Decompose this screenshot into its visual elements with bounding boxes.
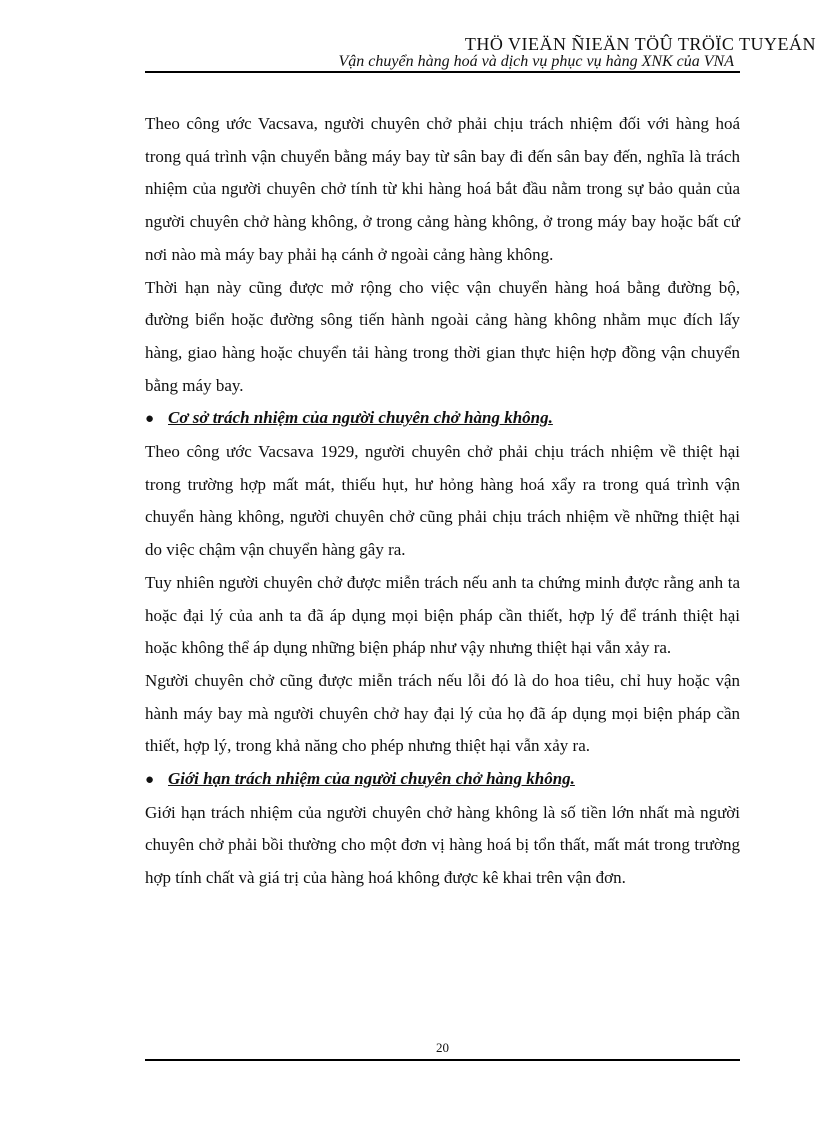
- page-body: [145, 108, 740, 895]
- section-heading-liability-limit: [145, 763, 740, 797]
- section-heading-liability-basis: [145, 402, 740, 436]
- paragraph-liability-limit: Giới hạn trách nhiệm của người chuyên chở hàng không là số tiền lớn nhất mà người chuyên chở phải bồi thường cho một đơn vị hàng hoá bị tổn thất, mất mát trong trường hợp tính chất và giá trị của hàng hoá không được kê khai trên vận đơn.: [145, 802, 740, 888]
- footer-divider: [145, 1059, 740, 1061]
- section-heading-text: Cơ sở trách nhiệm của người chuyên chở hàng không.: [168, 408, 553, 428]
- paragraph-warsaw-1929: Theo công ước Vacsava 1929, người chuyên chở phải chịu trách nhiệm về thiệt hại trong trường hợp mất mát, thiếu hụt, hư hỏng hàng hoá xẩy ra trong quá trình vận chuyển hàng không, người chuyên chở cũng phải chịu trách nhiệm về những thiệt hại do việc chậm vận chuyển hàng gây ra.: [145, 442, 740, 560]
- paragraph-exemption: Tuy nhiên người chuyên chở được miễn trách nếu anh ta chứng minh được rằng anh ta hoặc đại lý của anh ta đã áp dụng mọi biện pháp cần thiết, hợp lý để tránh thiệt hại hoặc không thể áp dụng những biện pháp như vậy nhưng thiệt hại vẫn xảy ra.: [145, 572, 740, 658]
- section-heading-text: Giới hạn trách nhiệm của người chuyên chở hàng không.: [168, 769, 575, 789]
- document-subtitle: Vận chuyển hàng hoá và dịch vụ phục vụ hàng XNK của VNA: [338, 53, 734, 70]
- header-divider: [145, 71, 740, 73]
- watermark-text: THÖ VIEÄN ÑIEÄN TÖÛ TRÖÏC TUYEÁN: [464, 34, 816, 54]
- paragraph-carrier-liability-period: Theo công ước Vacsava, người chuyên chở phải chịu trách nhiệm đối với hàng hoá trong quá trình vận chuyển bằng máy bay từ sân bay đi đến sân bay đến, nghĩa là trách nhiệm của người chuyên chở tính từ khi hàng hoá bắt đầu nằm trong sự bảo quản của người chuyên chở hàng không, ở trong cảng hàng không, ở trong máy bay hoặc bất cứ nơi nào mà máy bay phải hạ cánh ở ngoài cảng hàng không.: [145, 114, 740, 264]
- bullet-icon: ●: [145, 772, 155, 789]
- bullet-icon: ●: [145, 411, 155, 428]
- paragraph-period-extension: Thời hạn này cũng được mở rộng cho việc vận chuyển hàng hoá bằng đường bộ, đường biển hoặc đường sông tiến hành ngoài cảng hàng không nhằm mục đích lấy hàng, giao hàng hoặc chuyển tải hàng trong thời gian thực hiện hợp đồng vận chuyển bằng máy bay.: [145, 277, 740, 395]
- paragraph-pilot-exemption: Người chuyên chở cũng được miễn trách nếu lỗi đó là do hoa tiêu, chỉ huy hoặc vận hành máy bay mà người chuyên chở hay đại lý của họ đã áp dụng mọi biện pháp cần thiết, hợp lý, trong khả năng cho phép nhưng thiệt hại vẫn xảy ra.: [145, 670, 740, 756]
- page-number: 20: [436, 1040, 449, 1055]
